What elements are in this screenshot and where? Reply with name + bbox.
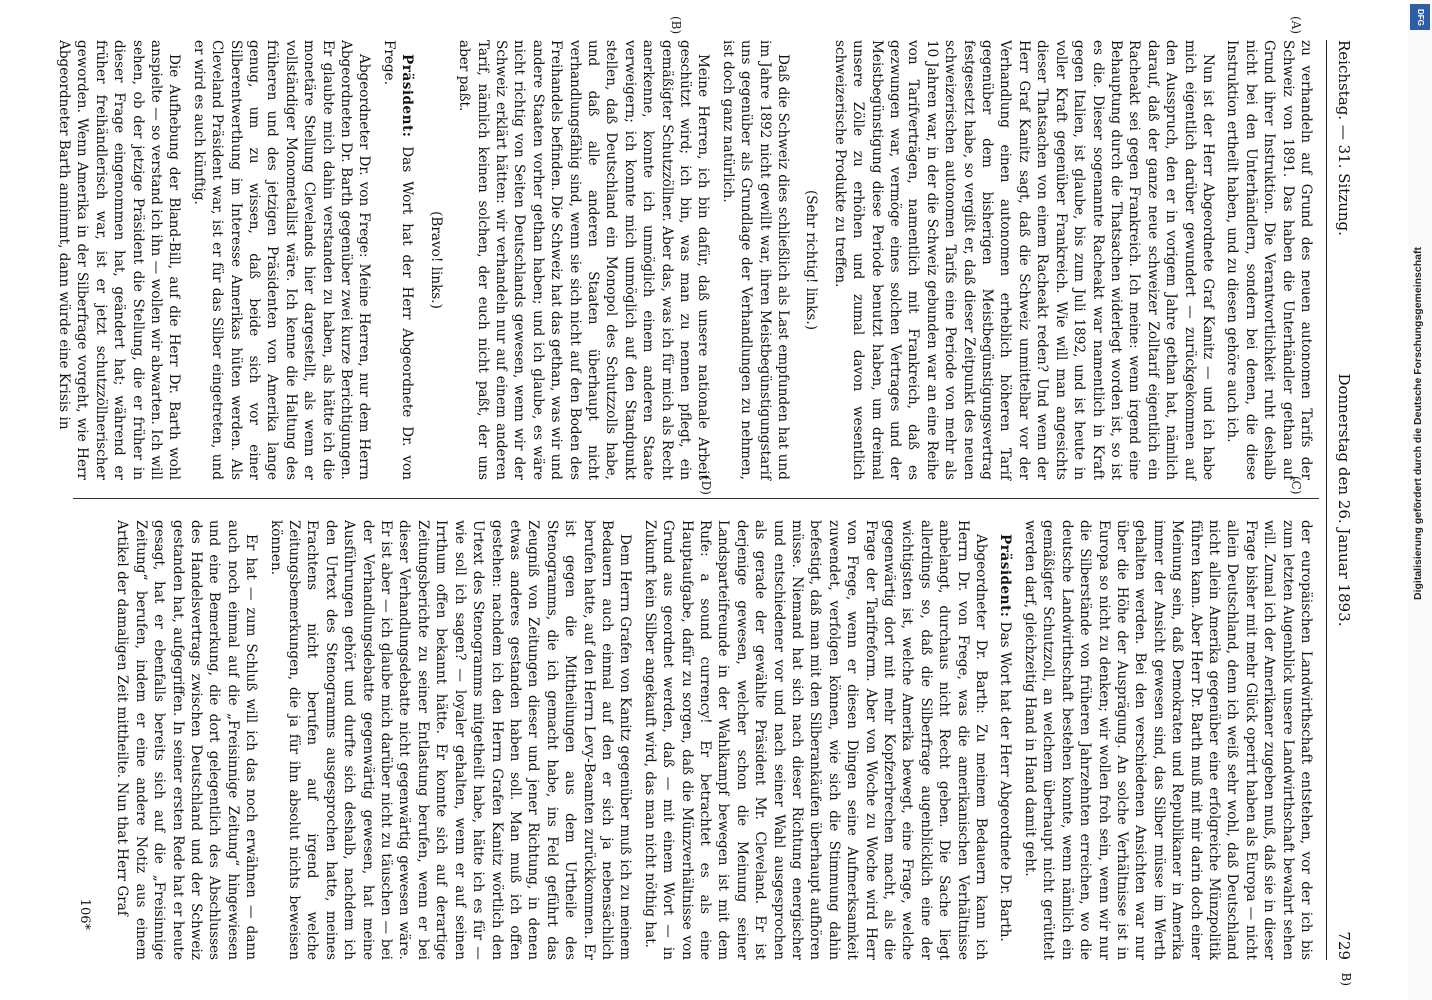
margin-letter-a: (A): [1289, 16, 1303, 35]
dfg-logo: DFG: [1410, 4, 1430, 30]
statement-text: Das Wort hat der Herr Abgeordnete Dr. von Frege.: [380, 40, 416, 480]
paragraph: Nun ist der Herr Abgeordnete Graf Kanitz — und ich habe mich eigentlich darüber gewundert — zurückgekommen auf den Ausspruch, den er in vorigem Jahre gethan hat, nämlich darauf, daß der ganze neue schweizer Zolltarif eigentlich ein Racheakt sei gegen Frankreich. Ich meine: wenn irgend eine Behauptung durch die Thatsachen widerlegt worden ist, so ist es die. Dieser sogenannte Racheakt war namentlich in Kraft gegen Italien, ist glaube, bis zum Juli 1892, und ist heute in voller Kraft gegenüber Frankreich. Wie will man angesichts dieser Thatsachen von einem Racheakt reden? Und wenn der Herr Graf Kanitz sagt, daß die Schweiz unmittelbar vor der Verhandlung einen autonomen erheblich höheren Tarif gegenüber dem bisherigen Meistbegünstigungsvertrag festgesetzt habe, so vergißt er, daß dieser Zeitpunkt des neuen schweizerischen autonomen Tarifs eine Periode von mehr als 10 Jahren war, in der die Schweiz gebunden war an eine Reihe von Tarifverträgen, namentlich mit Frankreich, daß es gezwungen war, vermöge eines solchen Vertrages und der Meistbegünstigung diese Periode benutzt haben, um dreimal unsere Zölle zu erhöhen und zumal davon wesentlich schweizerische Produkte zu treffen.: [831, 40, 1216, 480]
interjection: (Sehr richtig! links.): [803, 189, 820, 331]
margin-letter-d: (D): [699, 476, 713, 495]
paragraph: zu verhandeln auf Grund des neuen autonomen Tarifs der Schweiz von 1891. Das haben die Unterhändler gethan auf Grund ihrer Instruktion. Die Verantwortlichkeit ruht deshalb nicht bei den Unterhändlern, sondern bei denen, die diese Instruktion ertheilt haben, und zu diesen gehöre auch ich.: [1224, 40, 1314, 480]
president-statement: [996, 520, 1014, 960]
paragraph: Dem Herrn Grafen von Kanitz gegenüber muß ich zu meinem Bedauern auch einmal auf den er sich ja nebensächlich berufen hatte, auf den Herrn Levy-Beamten zurückkommen. Er ist gegen die Mittheilungen aus dem Urtheile des Stenogramms, die ich gemacht habe, ins Feld geführt das Zeugniß von Zeitungen dieser und jener Richtung, in denen etwas anderes gestanden haben soll. Man muß ich offen gestehen: nachdem ich den Herrn Grafen Kanitz wörtlich den Urtext des Stenogramms mitgetheilt habe, hätte ich es für — wie soll ich sagen? — loyaler gehalten, wenn er auf seinen Irrthum offen bekannt hätte. Er konnte sich auf derartige Zeitungsberichte zu seiner Entlastung berufen, wenn er bei dieser Verhandlungsdebatte nicht gegenwärtig gewesen wäre. Er ist aber — ich glaube mich darüber nicht zu täuschen — bei der Verhandlungsdebatte gegenwärtig gewesen, hat meine Ausführungen gehört und durfte sich deshalb, nachdem ich den Urtext des Stenogramms ausgesprochen hatte, meines Erachtens nicht berufen auf irgend welche Zeitungsbemerkungen, die ja für ihn absolut nichts beweisen können.: [267, 520, 634, 960]
page-number: 729: [1335, 931, 1353, 960]
paragraph: der europäischen Landwirthschaft entstehen, vor der ich bis zum letzten Augenblick unsere Landwirthschaft bewahrt sehen will. Zumal ich der Amerikaner zugeben muß, daß sie in dieser Frage bisher mit mehr Glück operirt haben als Europa — nicht allein Deutschland, denn ich weiß sehr wohl, daß Deutschland nicht allein Amerika gegenüber eine erfolgreiche Münzpolitik führen kann. Aber Herr Dr. Barth muß mit mir darin doch einer Meinung sein, daß Demokraten und Republikaner in Amerika immer der Ansicht gewesen sind, das Silber müsse im Werth gehalten werden. Bei den verschiedenen Ansichten war nur über die Höhe der Ausprägung. An solche Verhältnisse ist in Europa so nicht zu denken; wir wollen froh sein, wenn wir nur die Silberstände von früheren Jahrzehnten erreichen, wo die deutsche Landwirthschaft bestehen konnte, wenn nämlich ein gemäßigter Schutzzoll, an welchem überhaupt nicht gerüttelt werden darf, gleichzeitig Hand in Hand damit geht.: [1021, 520, 1314, 960]
header-date: Donnerstag den 26. Januar 1893.: [1335, 373, 1353, 627]
president-statement: [380, 40, 417, 480]
right-column: [107, 520, 1315, 960]
interjection: (Bravo! links.): [427, 211, 444, 309]
rotated-page: [45, 10, 1375, 990]
margin-letter-c: (C): [1289, 476, 1303, 495]
paragraph: Er hat — zum Schluß will ich das noch erwähnen — dann auch noch einmal auf die „Freisinnige Zeitung“ hingewiesen und eine Bemerkung, die dort gelegentlich des Abschlusses des Handelsvertrags zwischen Deutschland und der Schweiz gestanden hat, aufgegriffen. In seiner ersten Rede hat er heute gesagt, hat er ebenfalls bereits sich auf die „Freisinnige Zeitung“ berufen, indem er eine andere Notiz aus einem Artikel der damaligen Zeit mittheilte. Nun that Herr Graf: [114, 520, 260, 960]
signature-mark: 106*: [77, 898, 93, 930]
speaker-paragraph: [640, 520, 990, 960]
paragraph: Die Aufhebung der Bland-Bill, auf die Herr Dr. Barth wohl anspielte — so verstand ich ihn — wollen wir abwarten. Ich will sehen, ob der jetzige Präsident die Stellung, die er früher in dieser Frage eingenommen hat, geändert hat; während er früher freihändlerisch war, ist er jetzt schutzzöllnerischer geworden. Wenn Amerika in der Silberfrage vorgeht, wie Herr Abgeordneter Barth annimmt, dann würde eine Krisis in: [56, 40, 183, 480]
statement-text: Das Wort hat der Herr Abgeordnete Dr. Barth.: [997, 621, 1014, 942]
header-left: Reichstag. — 31. Sitzung.: [1335, 40, 1353, 236]
speaker-name: Präsident:: [399, 54, 416, 138]
column-divider: [73, 498, 1319, 499]
speaker-intro: Abgeordneter Dr. Barth:: [973, 534, 990, 714]
digitization-credit: Digitalisierung gefördert durch die Deutsche Forschungsgemeinschaft: [1412, 247, 1424, 600]
margin-letter-b: (B): [669, 16, 683, 35]
running-head: [1329, 40, 1353, 986]
speech-text: Meine Herren, nur dem Herrn Abgeordneten Dr. Barth gegenüber zwei kurze Berichtigungen. Er glaubte mich dahin verstanden zu haben, als hätte ich die monetäre Stellung Clevelands hier dargestellt, als wenn er vollständiger Monometallist wäre. Ich kenne die Haltung des früheren und des jetzigen Präsidenten von Amerika lange genug, um zu wissen, daß beide sich vor einer Silberentwerthung im Interesse Amerikas hüten werden. Als Cleveland Präsident war, ist er für das Silber eingetreten, und er wird es auch künftig.: [190, 40, 373, 480]
paragraph: Meine Herren, ich bin dafür, daß unsere nationale Arbeit geschützt wird; ich bin, was man zu nennen pflegt, ein gemäßigter Schutzzöllner. Aber das, was ich für mich als Recht anerkenne, konnte ich unmöglich einem anderen Staate verweigern; ich konnte mich unmöglich auf den Standpunkt stellen, daß Deutschland ein Monopol des Schutzzolls habe, und daß alle anderen Staaten überhaupt nicht verhandlungsfähig sind, wenn sie sich nicht auf den Boden des Freihandels befinden. Die Schweiz hat das gethan, was wir und andere Staaten vorher gethan haben; und ich glaube, es wäre nicht richtig von Seiten Deutschlands gewesen, wenn wir der Schweiz erklärt hätten: wir verhandeln nur auf einem anderen Tarif, nämlich keinen solchen, der euch nicht paßt, der uns aber paßt.: [456, 40, 712, 480]
left-column: [49, 40, 1315, 480]
header-rule: [1326, 40, 1327, 960]
speech-text: Zu meinem Bedauern kann ich Herrn Dr. von Frege, was die amerikanischen Verhältnisse anbelangt, durchaus nicht Recht geben. Die Sache liegt allerdings so, daß die Silberfrage augenblicklich eine der wichtigsten ist, welche Amerika bewegt, eine Frage, welche gegenwärtig dort mit mehr Kopfzerbrechen macht, als die Frage der Tarifreform. Aber von Woche zu Woche wird Herr von Frege, wenn er diesen Dingen seine Aufmerksamkeit zuwendet, verfolgen können, wie sich die Stimmung dahin befestigt, daß man mit den Silberankäufen überhaupt aufhören müsse. Niemand hat sich nach dieser Richtung energischer und entschiedener vor und nach seiner Wahl ausgesprochen als gerade der gewählte Präsident Mr. Cleveland. Er ist derjenige gewesen, welcher schon die Meinung seiner Landsparteifreunde in der Wahlkampf bewegen ist mit dem Rufe: a sound currency! Er betrachtet es als eine Hauptaufgabe, dafür zu sorgen, daß die Münzverhältnisse von Grund aus geordnet werden, daß — mit einem Wort — in Zukunft kein Silber angekauft wird, das man nicht nöthig hat.: [641, 520, 990, 960]
paragraph: Daß die Schweiz dies schließlich als Last empfunden hat und im Jahre 1892 nicht gewillt war, ihren Meistbegünstigungstarif uns gegenüber als Grundlage der Verhandlungen zu nehmen, ist doch ganz natürlich.: [719, 40, 792, 480]
speaker-paragraph: [189, 40, 373, 480]
speaker-name: Präsident:: [997, 534, 1014, 618]
corner-letter: B): [1339, 972, 1353, 986]
speaker-intro: Abgeordneter Dr. von Frege:: [356, 54, 373, 258]
